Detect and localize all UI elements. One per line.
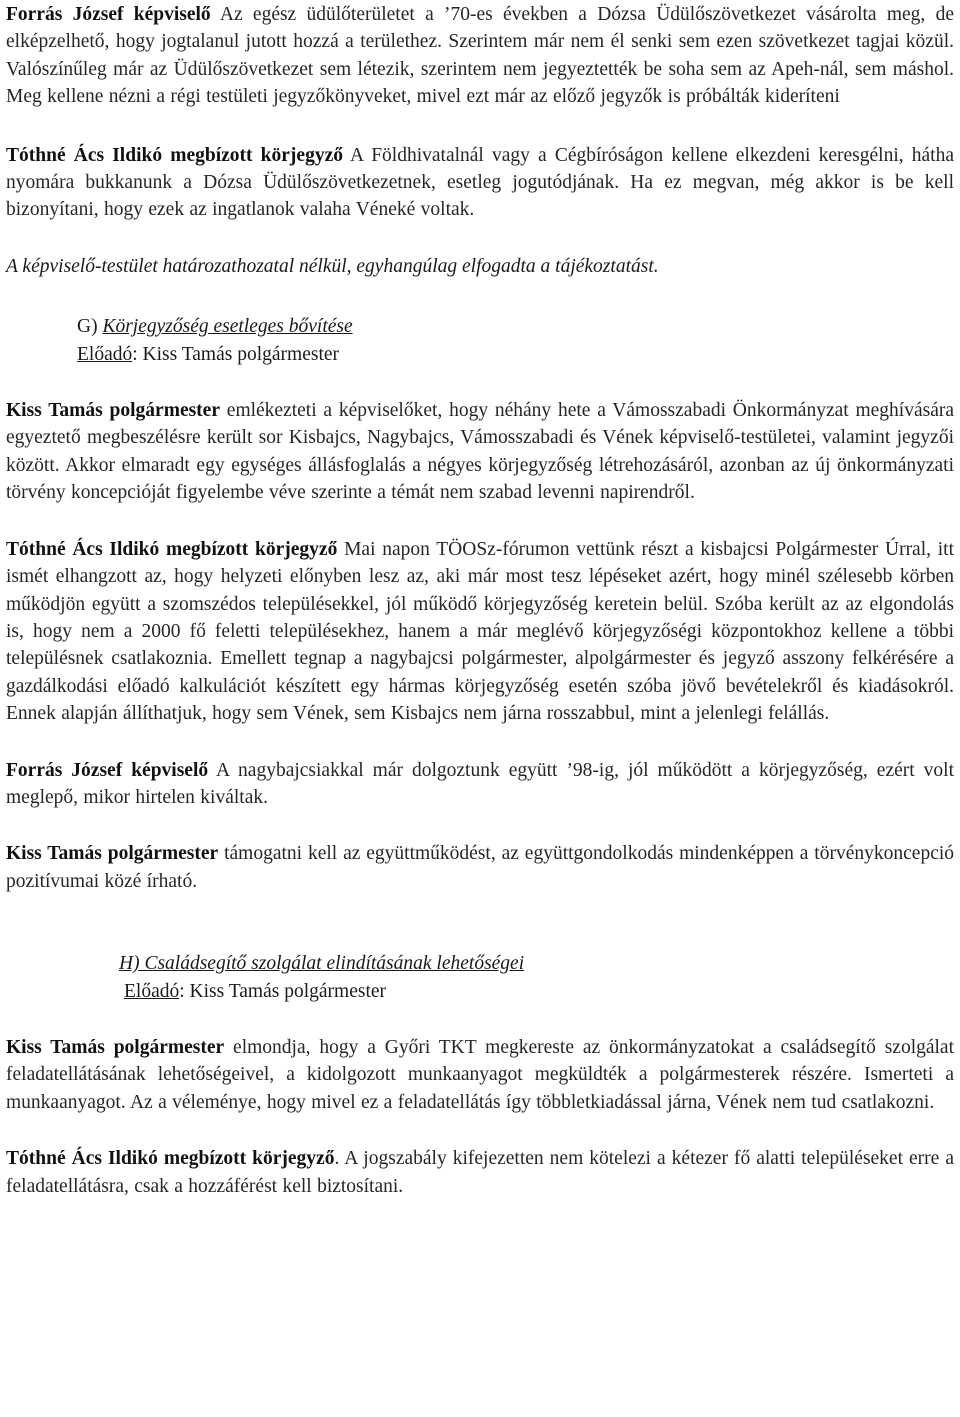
- agenda-letter: G): [77, 316, 103, 338]
- speaker-name: Kiss Tamás polgármester: [6, 843, 219, 865]
- paragraph-tothne-3: [6, 1145, 954, 1200]
- speaker-name: Tóthné Ács Ildikó megbízott körjegyző: [6, 144, 343, 166]
- agenda-title-text: Körjegyzőség esetleges bővítése: [102, 316, 353, 338]
- agenda-title: [119, 950, 954, 977]
- paragraph-kiss-1: [6, 397, 954, 507]
- agenda-title: [77, 313, 954, 340]
- agenda-title-text: H) Családsegítő szolgálat elindításának lehetőségei: [119, 953, 525, 975]
- paragraph-forras-1: [6, 1, 954, 111]
- speech-text: . A jogszabály kifejezetten nem kötelezi a kétezer fő alatti településeket erre a feladatellátásra, csak a hozzáférést kell biztosítani.: [6, 1148, 954, 1197]
- speech-text: emlékezteti a képviselőket, hogy néhány hete a Vámosszabadi Önkormányzat meghívására egyeztető megbeszélésre került sor Kisbajcs, Nagybajcs, Vámosszabadi és Vének képviselő-testületei, valamint jegyzői között. Akkor elmaradt egy egységes állásfoglalás a négyes körjegyzőség létrehozásáról, azonban az új önkormányzati törvény koncepcióját figyelembe véve szerinte a témát nem szabad levenni napirendről.: [6, 400, 955, 504]
- paragraph-kiss-2: [6, 840, 954, 895]
- presenter-label: Előadó: [124, 980, 180, 1002]
- agenda-item-h: [6, 950, 954, 1005]
- speech-text: Mai napon TÖOSz-fórumon vettünk részt a kisbajcsi Polgármester Úrral, itt ismét elhangzott az, hogy helyzeti előnyben lesz az, aki már most tesz lépéseket azért, hogy minél szélesebb körben működjön együtt a szomszédos településekkel, jól működő körjegyzőség keretein belül. Szóba került az az elgondolás is, hogy nem a 2000 fő feletti településekhez, hanem a már meglévő körjegyzőségi központokhoz kellene a többi településnek csatlakoznia. Emellett tegnap a nagybajcsi polgármester, alpolgármester és jegyző asszony felkérésére a gazdálkodási előadó kalkulációt készített egy hármas körjegyzőség esetén szóba jövő bevételekről és kiadásokról. Ennek alapján állíthatjuk, hogy sem Vének, sem Kisbajcs nem járna rosszabbul, mint a jelenlegi felállás.: [6, 538, 954, 725]
- paragraph-tothne-2: [6, 536, 954, 728]
- presenter-name: : Kiss Tamás polgármester: [132, 343, 340, 365]
- presenter-line: [119, 978, 954, 1005]
- speaker-name: Forrás József képviselő: [6, 759, 209, 781]
- speaker-name: Kiss Tamás polgármester: [6, 400, 220, 422]
- speech-text: elmondja, hogy a Győri TKT megkereste az önkormányzatokat a családsegítő szolgálat feladatellátásának lehetőségeivel, a kidolgozott munkaanyagot megküldték a polgármesterek részére. Ismerteti a munkaanyagot. Az a véleménye, hogy mivel ez a feladatellátás így többletkiadással járna, Vének nem tud csatlakozni.: [6, 1036, 955, 1113]
- presenter-name: : Kiss Tamás polgármester: [179, 980, 387, 1002]
- paragraph-forras-2: [6, 757, 954, 812]
- speaker-name: Forrás József képviselő: [6, 4, 211, 25]
- paragraph-kiss-3: [6, 1034, 954, 1116]
- speaker-name: Tóthné Ács Ildikó megbízott körjegyző: [6, 538, 338, 560]
- speech-text: Az egész üdülőterületet a ’70-es években a Dózsa Üdülőszövetkezet vásárolta meg, de elképzelhető, hogy jogtalanul jutott hozzá a területhez. Szerintem már nem él senki sem ezen szövetkezet tagjai közül. Valószínűleg már az Üdülőszövetkezet sem létezik, szerintem nem jegyeztették be soha sem az Apeh-nál, sem máshol. Meg kellene nézni a régi testületi jegyzőkönyveket, mivel ezt már az előző jegyzők is próbálták kideríteni: [6, 4, 954, 108]
- presenter-line: [77, 341, 954, 368]
- speaker-name: Tóthné Ács Ildikó megbízott körjegyző: [6, 1148, 335, 1170]
- speech-text: támogatni kell az együttműködést, az együttgondolkodás mindenképpen a törvénykoncepció pozitívumai közé írható.: [6, 843, 955, 892]
- document-page: [0, 1, 960, 1417]
- resolution-note: A képviselő-testület határozathozatal nélkül, egyhangúlag elfogadta a tájékoztatást.: [6, 255, 659, 277]
- speaker-name: Kiss Tamás polgármester: [6, 1036, 225, 1058]
- speech-text: A Földhivatalnál vagy a Cégbíróságon kellene elkezdeni keresgélni, hátha nyomára bukkanunk a Dózsa Üdülőszövetkezetnek, esetleg jogutódjának. Ha ez megvan, még akkor is be kell bizonyítani, hogy ezek az ingatlanok valaha Véneké voltak.: [6, 144, 954, 221]
- presenter-label: Előadó: [77, 343, 133, 365]
- speech-text: A nagybajcsiakkal már dolgoztunk együtt ’98-ig, jól működött a körjegyzőség, ezért volt meglepő, mikor hirtelen kiváltak.: [6, 759, 954, 808]
- paragraph-tothne-1: [6, 142, 954, 224]
- agenda-item-g: [6, 313, 954, 368]
